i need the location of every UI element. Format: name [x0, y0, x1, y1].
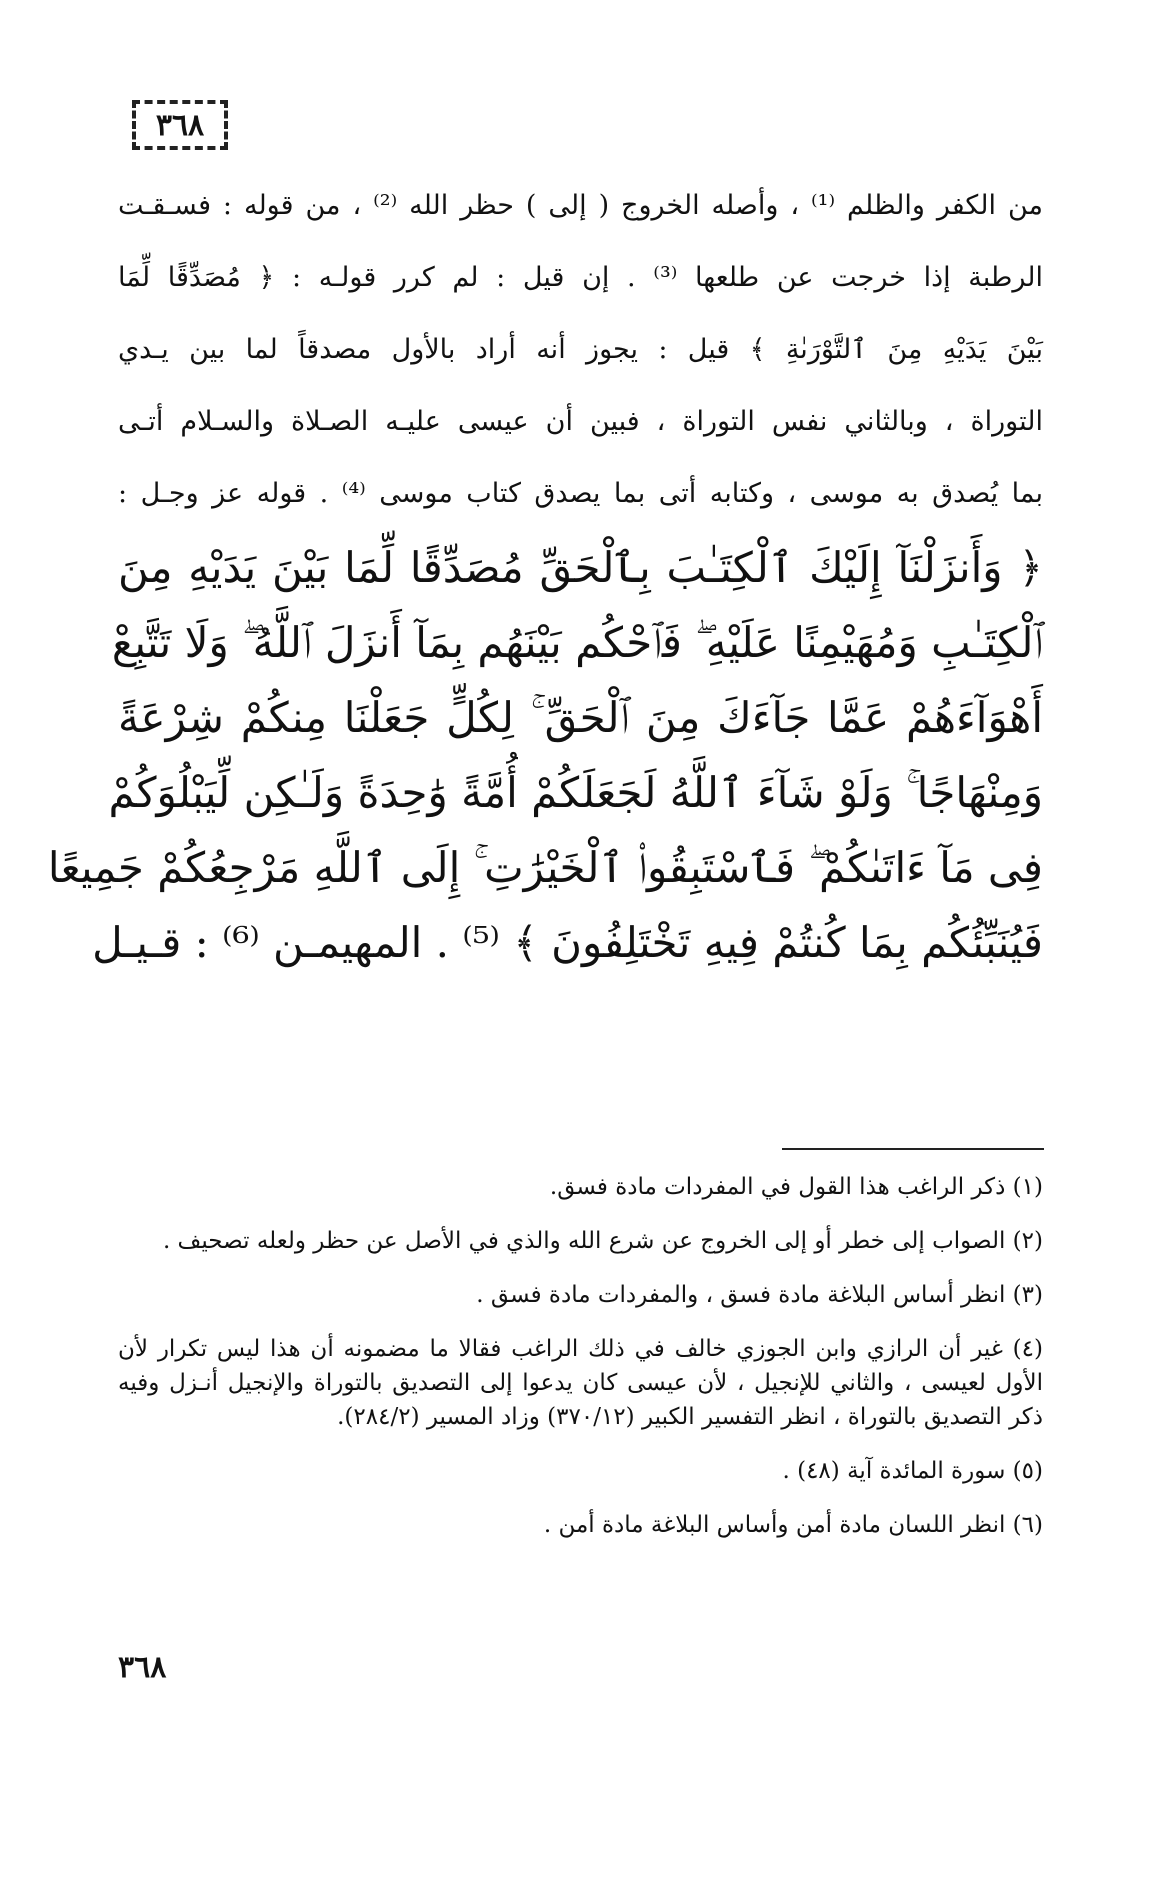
body-line-3: بَيْنَ يَدَيْهِ مِنَ ٱلتَّوْرَىٰةِ ﴾ قيل : يجوز أنه أراد بالأول مصدقاً لما بين يـدي	[118, 334, 1043, 365]
quran-line-5: فِى مَآ ءَاتَىٰكُمْ ۖ فَٱسْتَبِقُوا۟ ٱلْخَيْرَٰتِ ۚ إِلَى ٱللَّهِ مَرْجِعُكُمْ جَمِيعًا	[47, 843, 1043, 892]
quran-line-3: أَهْوَآءَهُمْ عَمَّا جَآءَكَ مِنَ ٱلْحَقِّ ۚ لِكُلٍّ جَعَلْنَا مِنكُمْ شِرْعَةً	[118, 693, 1043, 742]
body-line-1: من الكفر والظلم ⁽¹⁾ ، وأصله الخروج ( إلى ) حظر الله ⁽²⁾ ، من قوله : فسـقـت	[118, 190, 1043, 221]
page-number-footer: ٣٦٨	[118, 1650, 167, 1685]
footnotes	[118, 1170, 1043, 1562]
footnote-5: (٥) سورة المائدة آية (٤٨) .	[782, 1458, 1043, 1484]
page-number-header: ٣٦٨	[132, 100, 228, 150]
quran-line-6: فَيُنَبِّئُكُم بِمَا كُنتُمْ فِيهِ تَخْتَلِفُونَ ﴾ ⁽⁵⁾ . المهيمـن ⁽⁶⁾ : قـيـل	[92, 918, 1043, 967]
footnote-separator	[782, 1148, 1044, 1150]
body-line-4: التوراة ، وبالثاني نفس التوراة ، فبين أن عيسى عليـه الصـلاة والسـلام أتـى	[118, 406, 1043, 437]
footnote-3: (٣) انظر أساس البلاغة مادة فسق ، والمفردات مادة فسق .	[476, 1282, 1043, 1308]
quran-line-4: وَمِنْهَاجًا ۚ وَلَوْ شَآءَ ٱللَّهُ لَجَعَلَكُمْ أُمَّةً وَٰحِدَةً وَلَـٰكِن لِّيَبْلُوَكُمْ	[108, 768, 1043, 817]
main-text	[47, 170, 1043, 980]
body-line-5: بما يُصدق به موسى ، وكتابه أتى بما يصدق كتاب موسى ⁽⁴⁾ . قوله عز وجـل :	[118, 478, 1043, 509]
footnote-1: (١) ذكر الراغب هذا القول في المفردات مادة فسق.	[549, 1174, 1043, 1200]
footnote-4: (٤) غير أن الرازي وابن الجوزي خالف في ذلك الراغب فقالا ما مضمونه أن هذا ليس تكرار لأن الأول لعيسى ، والثاني للإنجيل ، لأن عيسى كان يدعوا إلى التصديق بالتوراة والإنجيل أنـزل وفيه ذكر التصديق بالتوراة ، انظر التفسير الكبير (٣٧٠/١٢) وزاد المسير (٢٨٤/٢).	[118, 1336, 1043, 1430]
footnote-6: (٦) انظر اللسان مادة أمن وأساس البلاغة مادة أمن .	[543, 1512, 1043, 1538]
quran-line-2: ٱلْكِتَـٰبِ وَمُهَيْمِنًا عَلَيْهِ ۖ فَٱحْكُم بَيْنَهُم بِمَآ أَنزَلَ ٱللَّهُ ۖ وَلَا تَتَّبِعْ	[111, 618, 1043, 667]
footnote-2: (٢) الصواب إلى خطر أو إلى الخروج عن شرع الله والذي في الأصل عن حظر ولعله تصحيف .	[162, 1228, 1043, 1254]
quran-line-1: ﴿ وَأَنزَلْنَآ إِلَيْكَ ٱلْكِتَـٰبَ بِٱلْحَقِّ مُصَدِّقًا لِّمَا بَيْنَ يَدَيْهِ مِنَ	[118, 543, 1043, 592]
body-line-2: الرطبة إذا خرجت عن طلعها ⁽³⁾ . إن قيل : لم كرر قولـه : ﴿ مُصَدِّقًا لِّمَا	[118, 262, 1043, 293]
